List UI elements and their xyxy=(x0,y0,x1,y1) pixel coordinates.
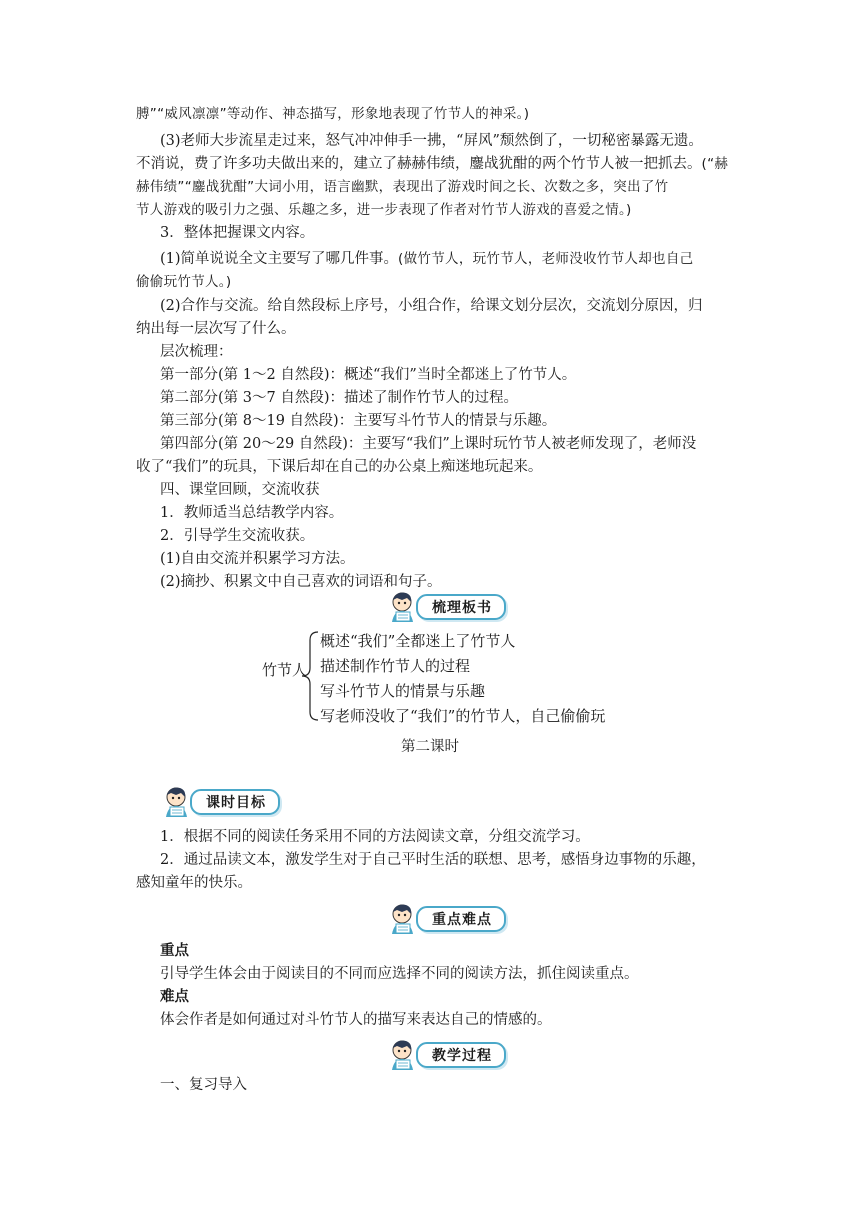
text-line: 层次梳理： xyxy=(160,344,233,360)
focus-label: 重点 xyxy=(160,943,189,959)
text-line: 第二部分(第 3～7 自然段)：描述了制作竹节人的过程。 xyxy=(160,390,518,406)
difficulty-label: 难点 xyxy=(160,989,189,1005)
badge-label: 重点难点 xyxy=(416,906,506,932)
text-span: (1)简单说说全文主要写了哪几件事。 xyxy=(160,251,399,267)
text-line: 偷偷玩竹节人。) xyxy=(136,274,232,290)
text-line: 赫伟绩”“鏖战犹酣”大词小用，语言幽默，表现出了游戏时间之长、次数之多，突出了竹 xyxy=(136,179,669,195)
section-badge-keypoints xyxy=(388,902,506,936)
section-badge-board xyxy=(388,590,506,624)
text-line: 2．引导学生交流收获。 xyxy=(160,528,315,544)
badge-label: 课时目标 xyxy=(190,789,280,815)
text-line: 第三部分(第 8～19 自然段)：主要写斗竹节人的情景与乐趣。 xyxy=(160,413,557,429)
text-span: (做竹节人，玩竹节人，老师没收竹节人却也自己 xyxy=(398,251,694,267)
section-badge-goals xyxy=(162,785,280,819)
text-line: 2．通过品读文本，激发学生对于自己平时生活的联想、思考，感悟身边事物的乐趣， xyxy=(160,852,706,868)
text-line: (1)自由交流并积累学习方法。 xyxy=(160,551,355,567)
text-line: 一、复习导入 xyxy=(160,1077,247,1093)
text-line: 膊”“威风凛凛”等动作、神态描写，形象地表现了竹节人的神采。) xyxy=(136,106,530,122)
text-line: 第四部分(第 20～29 自然段)：主要写“我们”上课时玩竹节人被老师发现了，老师没 xyxy=(160,436,697,452)
lesson-title: 第二课时 xyxy=(401,739,459,755)
brace-icon xyxy=(300,630,320,726)
board-root: 竹节人 xyxy=(262,661,308,679)
text-line: 第一部分(第 1～2 自然段)：概述“我们”当时全都迷上了竹节人。 xyxy=(160,367,577,383)
text-line: (3)老师大步流星走过来，怒气冲冲伸手一拂，“屏风”颓然倒了，一切秘密暴露无遗。 xyxy=(160,133,703,149)
text-line: 收了“我们”的玩具，下课后却在自己的办公桌上痴迷地玩起来。 xyxy=(136,459,543,475)
text-line: (2)合作与交流。给自然段标上序号，小组合作，给课文划分层次，交流划分原因，归 xyxy=(160,298,703,314)
text-line xyxy=(136,153,736,175)
text-line: 1．根据不同的阅读任务采用不同的方法阅读文章，分组交流学习。 xyxy=(160,829,590,845)
board-branch: 描述制作竹节人的过程 xyxy=(320,657,471,675)
board-branch: 写斗竹节人的情景与乐趣 xyxy=(320,682,486,700)
section-badge-process xyxy=(388,1038,506,1072)
text-line: 3．整体把握课文内容。 xyxy=(160,225,315,241)
board-branch: 写老师没收了“我们”的竹节人，自己偷偷玩 xyxy=(320,707,606,725)
text-line: 1．教师适当总结教学内容。 xyxy=(160,505,344,521)
text-line: 节人游戏的吸引力之强、乐趣之多，进一步表现了作者对竹节人游戏的喜爱之情。) xyxy=(136,202,632,218)
text-line: 感知童年的快乐。 xyxy=(136,875,252,891)
text-line: 四、课堂回顾，交流收获 xyxy=(160,482,320,498)
text-line xyxy=(160,248,760,270)
student-mascot-icon xyxy=(388,1038,422,1072)
text-line: (2)摘抄、积累文中自己喜欢的词语和句子。 xyxy=(160,574,442,590)
text-line: 体会作者是如何通过对斗竹节人的描写来表达自己的情感的。 xyxy=(160,1012,552,1028)
badge-label: 教学过程 xyxy=(416,1042,506,1068)
student-mascot-icon xyxy=(388,902,422,936)
text-line: 纳出每一层次写了什么。 xyxy=(136,321,296,337)
text-span: 不消说，费了许多功夫做出来的，建立了赫赫伟绩，鏖战犹酣的两个竹节人被一把抓去。 xyxy=(136,156,702,172)
text-line: 引导学生体会由于阅读目的不同而应选择不同的阅读方法，抓住阅读重点。 xyxy=(160,966,639,982)
student-mascot-icon xyxy=(162,785,196,819)
badge-label: 梳理板书 xyxy=(416,594,506,620)
board-branch: 概述“我们”全都迷上了竹节人 xyxy=(320,632,516,650)
text-span: (“赫 xyxy=(701,156,729,172)
student-mascot-icon xyxy=(388,590,422,624)
